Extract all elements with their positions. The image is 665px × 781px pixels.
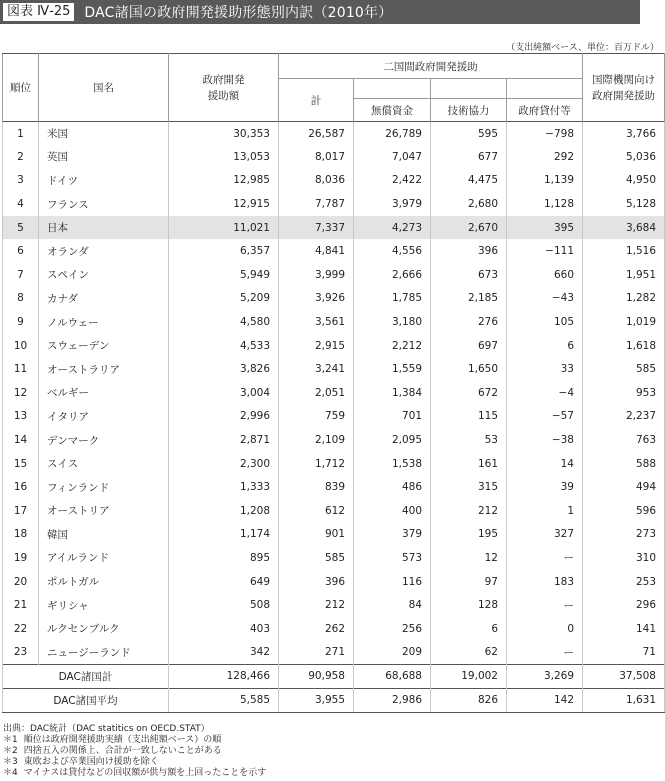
cell-total-oda: 2,300 [169,452,279,476]
cell-subtotal: 7,337 [279,216,354,240]
header-multilateral: 国際機関向け 政府開発援助 [583,54,665,122]
header-country: 国名 [39,54,169,122]
cell-total-oda: 13,053 [169,145,279,169]
cell-technical: 161 [431,452,507,476]
cell-subtotal: 3,999 [279,263,354,287]
cell-loans: 142 [507,688,583,712]
cell-total-oda: 1,208 [169,499,279,523]
cell-multilateral: 71 [583,641,665,665]
cell-loans: ー [507,593,583,617]
cell-subtotal: 3,955 [279,688,354,712]
table-row [3,405,665,429]
cell-loans: 33 [507,357,583,381]
cell-technical: 1,650 [431,357,507,381]
cell-grants: 116 [354,570,431,594]
figure-number: 図表 Ⅳ-25 [3,3,74,21]
cell-technical: 212 [431,499,507,523]
cell-subtotal: 262 [279,617,354,641]
cell-loans: 1 [507,499,583,523]
dac-total-row [3,664,665,688]
cell-technical: 826 [431,688,507,712]
cell-grants: 209 [354,641,431,665]
cell-rank: 2 [3,145,39,169]
cell-loans: 39 [507,475,583,499]
cell-subtotal: 8,017 [279,145,354,169]
cell-technical: 276 [431,310,507,334]
cell-subtotal: 7,787 [279,192,354,216]
dac-total-label: DAC諸国計 [3,664,169,688]
cell-subtotal: 212 [279,593,354,617]
table-row [3,334,665,358]
cell-subtotal: 2,051 [279,381,354,405]
footnote-text: 順位は政府開発援助実績（支出純額ベース）の順 [23,735,222,745]
cell-grants: 379 [354,523,431,547]
cell-technical: 4,475 [431,169,507,193]
cell-total-oda: 1,333 [169,475,279,499]
cell-rank: 11 [3,357,39,381]
cell-loans: 292 [507,145,583,169]
cell-subtotal: 26,587 [279,122,354,146]
header-grants: 無償資金 [354,99,431,122]
cell-multilateral: 1,282 [583,287,665,311]
dac-average-row [3,688,665,712]
cell-total-oda: 1,174 [169,523,279,547]
cell-technical: 6 [431,617,507,641]
cell-rank: 8 [3,287,39,311]
cell-loans: 1,128 [507,192,583,216]
footnotes [3,724,266,779]
cell-total-oda: 3,826 [169,357,279,381]
cell-grants: 84 [354,593,431,617]
cell-country: オランダ [39,239,169,263]
cell-technical: 12 [431,546,507,570]
cell-total-oda: 5,585 [169,688,279,712]
cell-total-oda: 403 [169,617,279,641]
footnote [3,768,266,779]
cell-country: ニュージーランド [39,641,169,665]
cell-technical: 195 [431,523,507,547]
cell-subtotal: 2,109 [279,428,354,452]
footnote-text: DAC統計（DAC statitics on OECD.STAT） [30,724,210,734]
cell-grants: 701 [354,405,431,429]
cell-rank: 15 [3,452,39,476]
cell-rank: 5 [3,216,39,240]
cell-total-oda: 2,996 [169,405,279,429]
cell-grants: 573 [354,546,431,570]
cell-country: オーストラリア [39,357,169,381]
table-row [3,593,665,617]
header-spacer [507,79,583,99]
cell-loans: −4 [507,381,583,405]
cell-subtotal: 3,561 [279,310,354,334]
cell-loans: 1,139 [507,169,583,193]
cell-multilateral: 953 [583,381,665,405]
cell-rank: 1 [3,122,39,146]
cell-technical: 115 [431,405,507,429]
cell-technical: 2,185 [431,287,507,311]
cell-multilateral: 1,019 [583,310,665,334]
figure-title-bar [0,0,640,24]
cell-total-oda: 5,209 [169,287,279,311]
cell-loans: 0 [507,617,583,641]
cell-grants: 1,785 [354,287,431,311]
cell-multilateral: 763 [583,428,665,452]
cell-country: ベルギー [39,381,169,405]
cell-rank: 22 [3,617,39,641]
table-row [3,239,665,263]
cell-loans: 14 [507,452,583,476]
cell-loans: 327 [507,523,583,547]
cell-grants: 3,979 [354,192,431,216]
cell-country: フランス [39,192,169,216]
cell-technical: 315 [431,475,507,499]
table-row [3,145,665,169]
table-row [3,570,665,594]
cell-multilateral: 585 [583,357,665,381]
cell-technical: 2,670 [431,216,507,240]
cell-grants: 1,559 [354,357,431,381]
table-row [3,263,665,287]
cell-total-oda: 12,985 [169,169,279,193]
cell-rank: 14 [3,428,39,452]
table-row [3,169,665,193]
cell-multilateral: 3,684 [583,216,665,240]
cell-total-oda: 4,533 [169,334,279,358]
cell-grants: 2,212 [354,334,431,358]
table-row-highlight [3,216,665,240]
cell-subtotal: 901 [279,523,354,547]
cell-total-oda: 342 [169,641,279,665]
footnote [3,746,266,757]
cell-technical: 2,680 [431,192,507,216]
cell-total-oda: 12,915 [169,192,279,216]
cell-total-oda: 128,466 [169,664,279,688]
cell-country: ノルウェー [39,310,169,334]
cell-rank: 4 [3,192,39,216]
cell-rank: 6 [3,239,39,263]
footnote-mark: ＊3 [3,757,18,767]
footnote-mark: ＊2 [3,746,18,756]
cell-loans: 105 [507,310,583,334]
cell-loans: 3,269 [507,664,583,688]
cell-rank: 19 [3,546,39,570]
table-row [3,475,665,499]
table-row [3,310,665,334]
cell-subtotal: 612 [279,499,354,523]
cell-technical: 672 [431,381,507,405]
figure-title: DAC諸国の政府開発援助形態別内訳（2010年） [84,5,393,21]
cell-total-oda: 649 [169,570,279,594]
cell-subtotal: 1,712 [279,452,354,476]
cell-rank: 20 [3,570,39,594]
cell-country: 韓国 [39,523,169,547]
cell-loans: 395 [507,216,583,240]
cell-grants: 400 [354,499,431,523]
cell-rank: 7 [3,263,39,287]
table-row [3,546,665,570]
cell-loans: 660 [507,263,583,287]
cell-loans: 6 [507,334,583,358]
footnote-mark: ＊4 [3,768,18,778]
cell-country: オーストリア [39,499,169,523]
cell-country: スペイン [39,263,169,287]
table-row [3,381,665,405]
cell-country: イタリア [39,405,169,429]
cell-subtotal: 3,241 [279,357,354,381]
cell-multilateral: 1,631 [583,688,665,712]
cell-loans: −57 [507,405,583,429]
cell-multilateral: 37,508 [583,664,665,688]
cell-total-oda: 5,949 [169,263,279,287]
cell-country: ギリシャ [39,593,169,617]
footnote-text: 東欧および卒業国向け援助を除く [23,757,159,767]
cell-rank: 3 [3,169,39,193]
cell-country: スイス [39,452,169,476]
cell-grants: 4,556 [354,239,431,263]
cell-country: ルクセンブルク [39,617,169,641]
footnote-text: マイナスは貸付などの回収額が供与額を上回ったことを示す [23,768,267,778]
cell-rank: 12 [3,381,39,405]
cell-technical: 19,002 [431,664,507,688]
cell-total-oda: 2,871 [169,428,279,452]
cell-rank: 18 [3,523,39,547]
cell-total-oda: 508 [169,593,279,617]
cell-subtotal: 8,036 [279,169,354,193]
cell-total-oda: 11,021 [169,216,279,240]
table-row [3,428,665,452]
footnote [3,735,266,746]
table-row [3,617,665,641]
cell-multilateral: 596 [583,499,665,523]
cell-grants: 1,538 [354,452,431,476]
cell-multilateral: 5,128 [583,192,665,216]
header-spacer [354,79,431,99]
table-row [3,122,665,146]
cell-grants: 256 [354,617,431,641]
cell-technical: 396 [431,239,507,263]
header-total-oda: 政府開発 援助額 [169,54,279,122]
footnote-mark: 出典： [3,724,31,734]
cell-multilateral: 253 [583,570,665,594]
cell-country: スウェーデン [39,334,169,358]
cell-country: デンマーク [39,428,169,452]
cell-rank: 16 [3,475,39,499]
cell-rank: 10 [3,334,39,358]
table-row [3,287,665,311]
cell-loans: −38 [507,428,583,452]
cell-multilateral: 310 [583,546,665,570]
cell-technical: 673 [431,263,507,287]
oda-table [2,53,665,713]
cell-grants: 4,273 [354,216,431,240]
cell-multilateral: 1,618 [583,334,665,358]
cell-subtotal: 585 [279,546,354,570]
cell-multilateral: 273 [583,523,665,547]
table-row [3,357,665,381]
cell-technical: 62 [431,641,507,665]
cell-multilateral: 1,516 [583,239,665,263]
header-technical: 技術協力 [431,99,507,122]
cell-multilateral: 494 [583,475,665,499]
cell-technical: 677 [431,145,507,169]
cell-grants: 2,095 [354,428,431,452]
cell-total-oda: 4,580 [169,310,279,334]
cell-subtotal: 396 [279,570,354,594]
cell-country: 日本 [39,216,169,240]
cell-grants: 1,384 [354,381,431,405]
cell-grants: 3,180 [354,310,431,334]
cell-total-oda: 3,004 [169,381,279,405]
cell-multilateral: 5,036 [583,145,665,169]
header-rank: 順位 [3,54,39,122]
cell-rank: 17 [3,499,39,523]
cell-country: フィンランド [39,475,169,499]
table-row [3,523,665,547]
table-row [3,641,665,665]
cell-total-oda: 30,353 [169,122,279,146]
table-row [3,452,665,476]
header-subtotal: 計 [279,79,354,122]
cell-country: 米国 [39,122,169,146]
cell-technical: 697 [431,334,507,358]
cell-multilateral: 296 [583,593,665,617]
cell-country: カナダ [39,287,169,311]
footnote [3,724,266,735]
cell-subtotal: 759 [279,405,354,429]
table-row [3,192,665,216]
cell-loans: −43 [507,287,583,311]
footnote-text: 四捨五入の関係上、合計が一致しないことがある [23,746,222,756]
cell-loans: 183 [507,570,583,594]
cell-technical: 53 [431,428,507,452]
cell-country: 英国 [39,145,169,169]
cell-rank: 21 [3,593,39,617]
cell-multilateral: 588 [583,452,665,476]
cell-multilateral: 141 [583,617,665,641]
cell-subtotal: 90,958 [279,664,354,688]
cell-rank: 23 [3,641,39,665]
cell-country: アイルランド [39,546,169,570]
footnote [3,757,266,768]
cell-technical: 128 [431,593,507,617]
header-loans: 政府貸付等 [507,99,583,122]
table-row [3,499,665,523]
cell-subtotal: 271 [279,641,354,665]
cell-multilateral: 4,950 [583,169,665,193]
cell-grants: 2,422 [354,169,431,193]
cell-subtotal: 839 [279,475,354,499]
cell-grants: 486 [354,475,431,499]
cell-subtotal: 3,926 [279,287,354,311]
unit-note: （支出純額ベース、単位：百万ドル） [506,43,659,53]
cell-rank: 9 [3,310,39,334]
cell-grants: 26,789 [354,122,431,146]
cell-multilateral: 3,766 [583,122,665,146]
cell-total-oda: 6,357 [169,239,279,263]
cell-country: ドイツ [39,169,169,193]
cell-loans: ー [507,546,583,570]
dac-average-label: DAC諸国平均 [3,688,169,712]
cell-multilateral: 1,951 [583,263,665,287]
cell-grants: 2,986 [354,688,431,712]
cell-loans: −111 [507,239,583,263]
cell-loans: −798 [507,122,583,146]
cell-grants: 7,047 [354,145,431,169]
footnote-mark: ＊1 [3,735,18,745]
header-bilateral: 二国間政府開発援助 [279,54,583,79]
cell-multilateral: 2,237 [583,405,665,429]
country-rows [3,122,665,665]
cell-subtotal: 2,915 [279,334,354,358]
header-spacer [431,79,507,99]
cell-rank: 13 [3,405,39,429]
cell-subtotal: 4,841 [279,239,354,263]
cell-total-oda: 895 [169,546,279,570]
cell-grants: 68,688 [354,664,431,688]
cell-loans: ー [507,641,583,665]
cell-technical: 97 [431,570,507,594]
cell-country: ポルトガル [39,570,169,594]
cell-grants: 2,666 [354,263,431,287]
cell-technical: 595 [431,122,507,146]
